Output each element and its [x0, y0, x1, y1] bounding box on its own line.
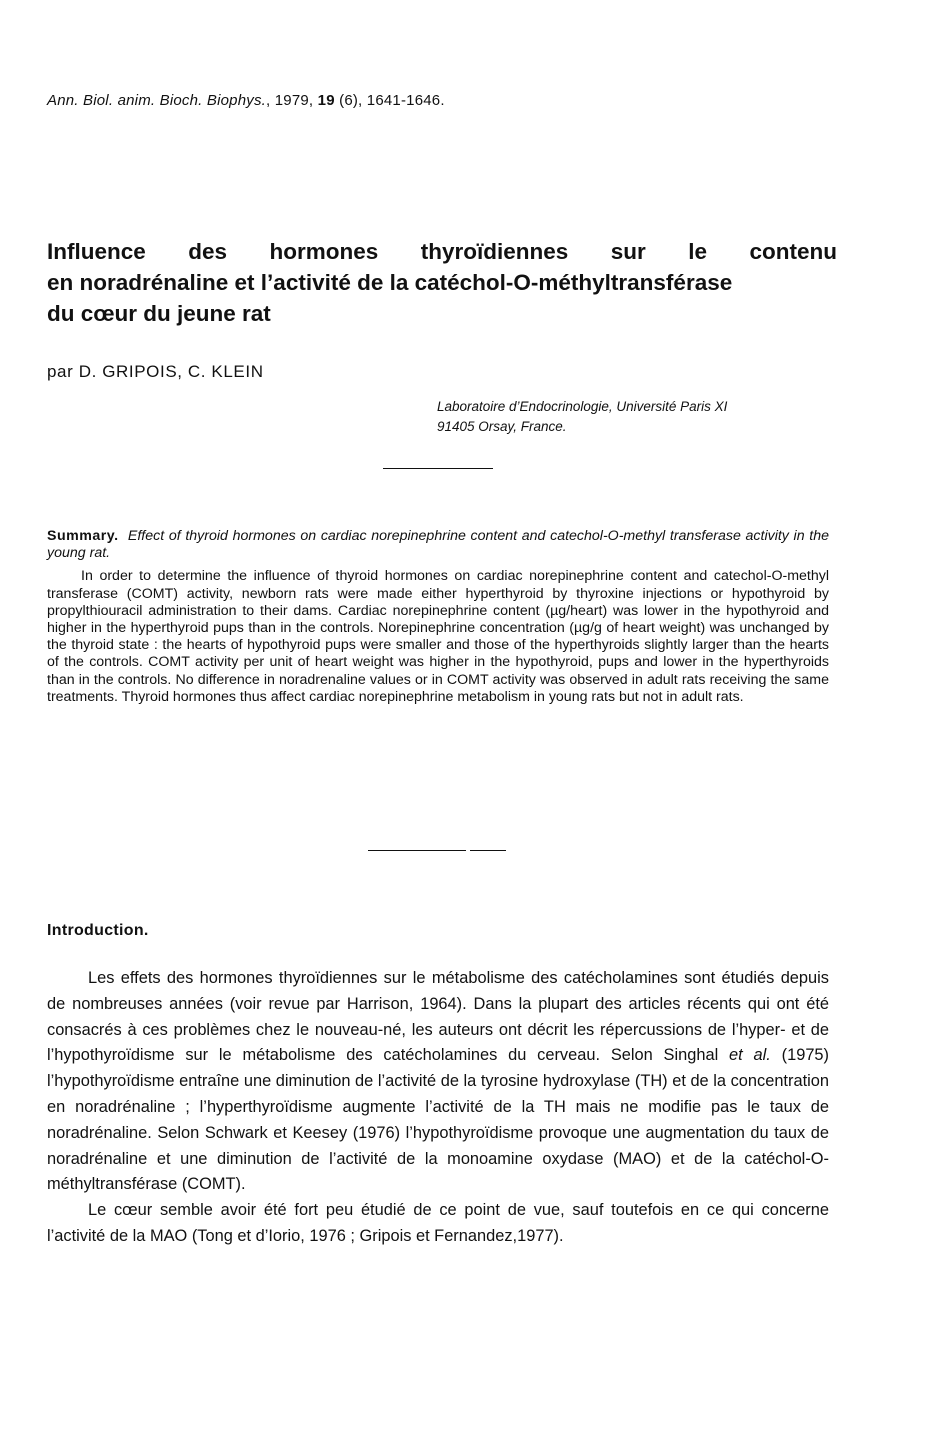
journal-name: Ann. Biol. anim. Bioch. Biophys. [47, 92, 267, 109]
title-line-3: du cœur du jeune rat [47, 301, 271, 326]
summary-subtitle: Effect of thyroid hormones on cardiac norepinephrine content and catechol-O-methyl transferase activity in the young rat. [47, 528, 829, 562]
separator-rule-bottom-long [368, 850, 466, 851]
affiliation-lab: Laboratoire d’Endocrinologie, Université Paris XI [437, 399, 728, 414]
journal-citation [47, 92, 445, 109]
intro-p1-et-al: et al. [729, 1046, 771, 1065]
title-line-1: Influence des hormones thyroïdiennes sur le contenu [47, 239, 837, 264]
affiliation [437, 397, 727, 437]
introduction-paragraph-2: Le cœur semble avoir été fort peu étudié de ce point de vue, sauf toutefois en ce qui concerne l’activité de la MAO (Tong et d’Iorio, 1976 ; Gripois et Fernandez,1977). [47, 1201, 829, 1245]
authors: par D. GRIPOIS, C. KLEIN [47, 362, 264, 381]
journal-year: , 1979, [266, 92, 318, 109]
article-title [47, 236, 837, 329]
affiliation-address: 91405 Orsay, France. [437, 419, 567, 434]
summary-header [47, 528, 829, 562]
journal-volume: 19 [317, 92, 335, 109]
intro-p1-part-a: Les effets des hormones thyroïdiennes sur le métabolisme des catécholamines sont étudiés depuis de nombreuses années (voir revue par Harrison, 1964). Dans la plupart des articles récents qui ont été consacrés à ces problèmes chez le nouveau-né, les auteurs ont décrit les répercussions de l’hyper- et de l’hypothyroïdisme sur le métabolisme des catécholamines du cerveau. Selon Singhal [47, 969, 829, 1065]
summary-body: In order to determine the influence of thyroid hormones on cardiac norepinephrine content and catechol-O-methyl transferase (COMT) activity, newborn rats were made either hyperthyroid by thyroxine injections or hypothyroid by propylthiouracil administration to their dams. Cardiac norepinephrine content (µg/heart) was lower in the hypothyroid and higher in the hyperthyroid pups than in the controls. Norepinephrine concentration (µg/g of heart weight) was unchanged by the thyroid state : the hearts of hypothyroid pups were smaller and those of the hyperthyroids slightly larger than the hearts of the controls. COMT activity per unit of heart weight was higher in the hypothyroid, pups and lower in the hyperthyroids than in the controls. No difference in noradrenaline values or in COMT activity was observed in adult rats receiving the same treatments. Thyroid hormones thus affect cardiac norepinephrine metabolism in young rats but not in adult rats. [47, 568, 829, 705]
journal-issue-pages: (6), 1641-1646. [334, 92, 445, 109]
summary-section [47, 528, 829, 706]
summary-label: Summary. [47, 528, 119, 544]
introduction-text [47, 966, 829, 1250]
separator-rule-bottom-short [470, 850, 506, 851]
title-line-2: en noradrénaline et l’activité de la catéchol-O-méthyltransférase [47, 270, 733, 295]
separator-rule-top [383, 468, 493, 469]
introduction-paragraph-1 [47, 966, 829, 1198]
intro-p1-part-b: (1975) l’hypothyroïdisme entraîne une diminution de l’activité de la tyrosine hydroxylase (TH) et de la concentration en noradrénaline ; l’hyperthyroïdisme augmente l’activité de la TH mais ne modifie pas le taux de noradrénaline. Selon Schwark et Keesey (1976) l’hypothyroïdisme provoque une augmentation du taux de noradrénaline et une diminution de l’activité de la monoamine oxydase (MAO) et de la catéchol-O-méthyltransférase (COMT). [47, 1046, 830, 1194]
introduction-heading: Introduction. [47, 922, 149, 939]
